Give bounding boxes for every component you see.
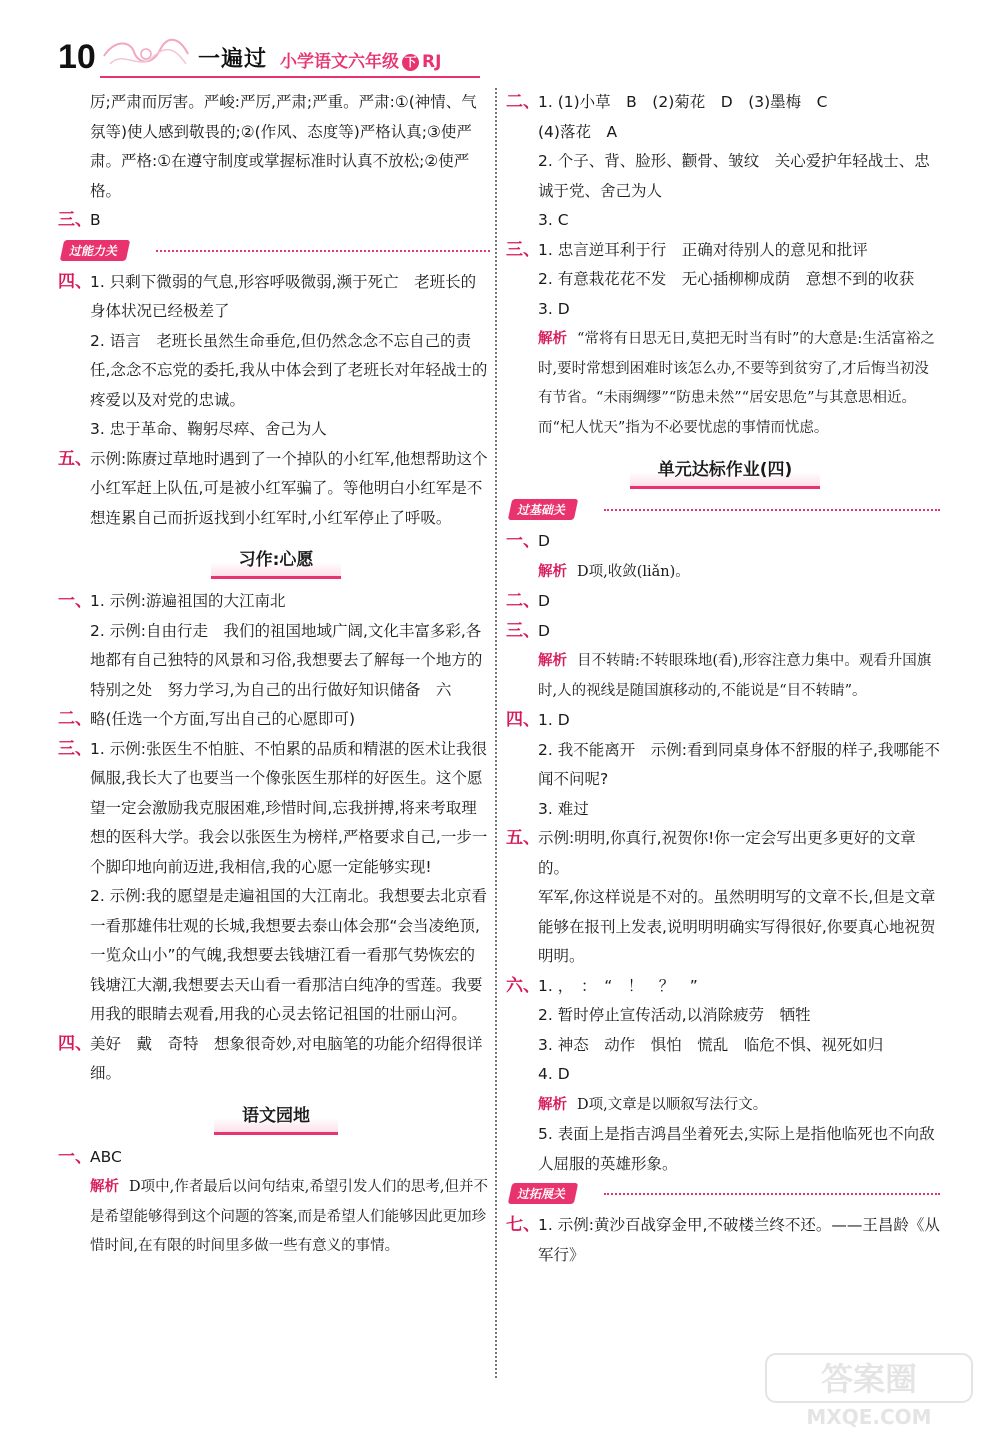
header-underline <box>100 76 480 78</box>
question-3: 三、 B <box>58 210 101 230</box>
garden-analysis: 解析 D项中,作者最后以问句结束,希望引发人们的思考,但并不是希望能够得到这个问题的答案,而是希望人们能够因此更加珍惜时间,在有限的时间里多做一些有意义的事情。 <box>90 1178 488 1254</box>
watermark-text-en: MXQE.COM <box>806 1405 932 1429</box>
r-answer-2-1b: (4)落花 A <box>538 122 618 141</box>
u-answer-5-1: 示例:明明,你真行,祝贺你!你一定会写出更多更好的文章的。 <box>538 829 916 877</box>
writing-answer-3-1: 1. 示例:张医生不怕脏、不怕累的品质和精湛的医术让我很佩服,我长大了也要当一个像张医生那样的好医生。这个愿望一定会激励我克服困难,珍惜时间,忘我拼搏,将来考取理想的医科大学。我会以张医生为榜样,严格要求自己,一步一个脚印地向前迈进,我相信,我的心愿一定能够实现! <box>90 739 488 876</box>
section-title-garden: 语文园地 <box>62 1097 490 1133</box>
u-answer-4-2: 2. 我不能离开 示例:看到同桌身体不舒服的样子,我哪能不闻不问呢? <box>538 740 940 788</box>
answer-4-2: 2. 语言 老班长虽然生命垂危,但仍然念念不忘自己的责任,念念不忘党的委托,我从中体会到了老班长对年轻战士的疼爱以及对党的忠诚。 <box>90 331 488 409</box>
answer-4-3: 3. 忠于革命、鞠躬尽瘁、舍己为人 <box>90 420 327 438</box>
writing-question-4: 四、 美好 戴 奇特 想象很奇妙,对电脑笔的功能介绍得很详细。 <box>58 1033 483 1082</box>
u-answer-5-2: 军军,你这样说是不对的。虽然明明写的文章不长,但是文章能够在报刊上发表,说明明明确实写得很好,你要真心地祝贺明明。 <box>538 888 936 965</box>
question-5: 五、 示例:陈赓过草地时遇到了一个掉队的小红军,他想帮助这个小红军赶上队伍,可是被小红军骗了。等他明白小红军是不想连累自己而折返找到小红军时,小红军停止了呼吸。 <box>58 448 488 527</box>
writing-question-1: 一、 1. 示例:游遍祖国的大江南北 2. 示例:自由行走 我们的祖国地域广阔,文化丰富多彩,各地都有自己独特的风景和习俗,我想要去了解每一个地方的特别之处 努力学习,为自己的出行做好知识储备 六 <box>62 587 490 705</box>
u-question-5: 五、 示例:明明,你真行,祝贺你!你一定会写出更多更好的文章的。 军军,你这样说是不对的。虽然明明写的文章不长,但是文章能够在报刊上发表,说明明明确实写得很好,你要真心地祝贺明明。 <box>510 824 940 972</box>
r-question-3: 三、 1. 忠言逆耳利于行 正确对待别人的意见和批评 2. 有意栽花花不发 无心插柳柳成荫 意想不到的收获 3. D <box>510 236 940 325</box>
u-question-3: 三、 D <box>506 620 550 641</box>
u-answer-4-3: 3. 难过 <box>538 799 589 818</box>
garden-question-1: 一、 ABC <box>58 1146 122 1167</box>
page-header <box>0 0 1000 80</box>
u-analysis-1: 解析 D项,收敛(liǎn)。 <box>538 562 690 580</box>
answer-4-1: 1. 只剩下微弱的气息,形容呼吸微弱,濒于死亡 老班长的身体状况已经极差了 <box>90 272 477 320</box>
writing-answer-1-1: 1. 示例:游遍祖国的大江南北 <box>90 592 286 610</box>
section-strip-extension: 过拓展关 <box>510 1181 940 1207</box>
writing-answer-3-2: 2. 示例:我的愿望是走遍祖国的大江南北。我想要去北京看一看那雄伟壮观的长城,我想要去泰山体会那“会当凌绝顶,一览众山小”的气魄,我想要去钱塘江看一看那气势恢宏的钱塘江大潮,我想要去天山看一看那洁白纯净的雪莲。我要用我的眼睛去观看,用我的心灵去铭记祖国的壮丽山河。 <box>90 887 487 1023</box>
u-answer-6-3: 3. 神态 动作 惧怕 慌乱 临危不惧、视死如归 <box>538 1035 884 1054</box>
u-analysis-3: 解析 目不转睛:不转眼珠地(看),形容注意力集中。观看升国旗时,人的视线是随国旗移动的,不能说是“目不转睛”。 <box>538 652 932 699</box>
section-strip-basics: 过基础关 <box>510 497 940 523</box>
u-answer-6-5: 5. 表面上是指吉鸿昌坐着死去,实际上是指他临死也不向敌人屈服的英雄形象。 <box>538 1125 935 1173</box>
decorative-swirl-icon <box>100 34 192 74</box>
u-question-4: 四、 1. D 2. 我不能离开 示例:看到同桌身体不舒服的样子,我哪能不闻不问呢? 3. 难过 <box>510 706 940 824</box>
r-answer-2-3: 3. C <box>538 211 569 229</box>
question-4: 四、 1. 只剩下微弱的气息,形容呼吸微弱,濒于死亡 老班长的身体状况已经极差了 2. 语言 老班长虽然生命垂危,但仍然念念不忘自己的责任,念念不忘党的委托,我从中体会到了老班长对年轻战士的疼爱以及对党的忠诚。 3. 忠于革命、鞠躬尽瘁、舍己为人 <box>62 268 490 445</box>
column-divider <box>495 88 497 1378</box>
left-column <box>58 88 490 1262</box>
r-answer-3-2: 2. 有意栽花花不发 无心插柳柳成荫 意想不到的收获 <box>538 270 915 288</box>
u-question-7: 七、 1. 示例:黄沙百战穿金甲,不破楼兰终不还。——王昌龄《从军行》 <box>506 1215 940 1264</box>
u-answer-6-1: 1. ， ： “ ！ ？ ” <box>538 976 698 995</box>
vocab-definitions: 厉;严肃而厉害。严峻:严厉,严肃;严重。严肃:①(神情、气氛等)使人感到敬畏的;②(作风、态度等)严格认真;③使严肃。严格:①在遵守制度或掌握标准时认真不放松;②使严格。 <box>90 93 477 200</box>
r-answer-2-1: 1. (1)小草 B (2)菊花 D (3)墨梅 C <box>538 93 828 111</box>
subject-label: 小学语文六年级 <box>280 52 399 72</box>
right-column <box>506 88 940 1270</box>
section-title-unit-test: 单元达标作业(四) <box>510 451 940 487</box>
writing-question-3: 三、 1. 示例:张医生不怕脏、不怕累的品质和精湛的医术让我很佩服,我长大了也要当一个像张医生那样的好医生。这个愿望一定会激励我克服困难,珍惜时间,忘我拼搏,将来考取理想的医科大学。我会以张医生为榜样,严格要求自己,一步一个脚印地向前迈进,我相信,我的心愿一定能够实现! 2. 示例:我的愿望是走遍祖国的大江南北。我想要去北京看一看那雄伟壮观的长城,我想要去泰山体会那“会当凌绝顶,一览众山小”的气魄,我想要去钱塘江看一看那气势恢宏的钱塘江大潮,我想要去天山看一看那洁白纯净的雪莲。我要用我的眼睛去观看,用我的心灵去铭记祖国的壮丽山河。 <box>62 735 490 1030</box>
u-answer-6-4: 4. D <box>538 1065 570 1083</box>
u-question-1: 一、 D <box>506 531 550 551</box>
book-subtitle <box>280 47 441 72</box>
volume-badge: 下 <box>402 54 419 71</box>
watermark-logo <box>764 1352 974 1430</box>
watermark-text-cn: 答案圈 <box>820 1360 918 1398</box>
u-answer-4-1: 1. D <box>538 711 570 729</box>
u-question-6: 六、 1. ， ： “ ！ ？ ” 2. 暂时停止宣传活动,以消除疲劳 牺牲 3. 神态 动作 惧怕 慌乱 临危不惧、视死如归 4. D <box>510 972 940 1090</box>
u-analysis-6-4: 解析 D项,文章是以顺叙写法行文。 <box>538 1095 768 1113</box>
u-question-2: 二、 D <box>506 591 550 611</box>
section-title-writing: 习作:心愿 <box>62 541 490 577</box>
u-answer-6-2: 2. 暂时停止宣传活动,以消除疲劳 牺牲 <box>538 1006 811 1024</box>
section-strip-ability: 过能力关 <box>62 238 490 264</box>
r-question-2: 二、 1. (1)小草 B (2)菊花 D (3)墨梅 C (4)落花 A 2. 个子、背、脸形、颧骨、皱纹 关心爱护年轻战士、忠诚于党、舍己为人 3. C <box>510 88 940 236</box>
r-analysis-3: 解析 “常将有日思无日,莫把无时当有时”的大意是:生活富裕之时,要时常想到困难时该怎么办,不要等到贫穷了,才后悔当初没有节省。“未雨绸缪”“防患未然”“居安思危”与其意思相近。而“杞人忧天”指为不必要忧虑的事情而忧虑。 <box>538 330 935 436</box>
r-answer-2-2: 2. 个子、背、脸形、颧骨、皱纹 关心爱护年轻战士、忠诚于党、舍己为人 <box>538 152 930 200</box>
r-answer-3-1: 1. 忠言逆耳利于行 正确对待别人的意见和批评 <box>538 240 868 259</box>
writing-answer-1-2: 2. 示例:自由行走 我们的祖国地域广阔,文化丰富多彩,各地都有自己独特的风景和习俗,我想要去了解每一个地方的特别之处 努力学习,为自己的出行做好知识储备 六 <box>90 621 483 699</box>
brand-logo: 一遍过 <box>198 47 268 72</box>
page-number: 10 <box>58 38 96 76</box>
r-answer-3-3: 3. D <box>538 299 570 318</box>
edition-label: RJ <box>422 52 442 72</box>
writing-question-2: 二、 略(任选一个方面,写出自己的心愿即可) <box>58 709 356 729</box>
